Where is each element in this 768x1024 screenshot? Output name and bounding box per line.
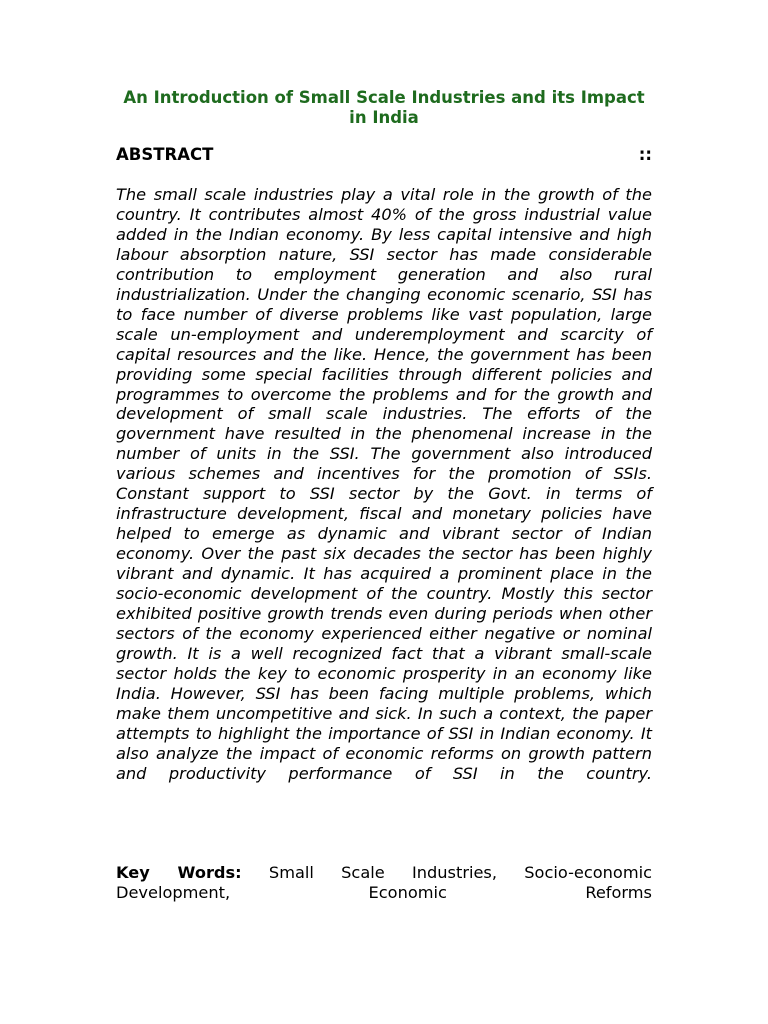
abstract-heading-row <box>116 145 652 165</box>
keywords-text: Small Scale Industries, Socio-economic Development, Economic Reforms <box>116 863 652 902</box>
abstract-text: The small scale industries play a vital role in the growth of the country. It contributes almost 40% of the gross industrial value added in the Indian economy. By less capital intensive and high labour absorption nature, SSI sector has made considerable contribution to employment generation and also rural industrialization. Under the changing economic scenario, SSI has to face number of diverse problems like vast population, large scale un-employment and underemployment and scarcity of capital resources and the like. Hence, the government has been providing some special facilities through different policies and programmes to overcome the problems and for the growth and development of small scale industries. The efforts of the government have resulted in the phenomenal increase in the number of units in the SSI. The government also introduced various schemes and incentives for the promotion of SSIs. Constant support to SSI sector by the Govt. in terms of infrastructure development, fiscal and monetary policies have helped to emerge as dynamic and vibrant sector of Indian economy. Over the past six decades the sector has been highly vibrant and dynamic. It has acquired a prominent place in the socio-economic development of the country. Mostly this sector exhibited positive growth trends even during periods when other sectors of the economy experienced either negative or nominal growth. It is a well recognized fact that a vibrant small-scale sector holds the key to economic prosperity in an economy like India. However, SSI has been facing multiple problems, which make them uncompetitive and sick. In such a context, the paper attempts to highlight the importance of SSI in Indian economy. It also analyze the impact of economic reforms on growth pattern and productivity performance of SSI in the country. <box>116 185 652 783</box>
abstract-marker: :: <box>638 145 652 164</box>
keywords-paragraph <box>116 863 652 903</box>
abstract-heading: ABSTRACT <box>116 145 214 164</box>
keywords-label: Key Words: <box>116 863 242 882</box>
document-title: An Introduction of Small Scale Industries and its Impact in India <box>123 88 645 127</box>
